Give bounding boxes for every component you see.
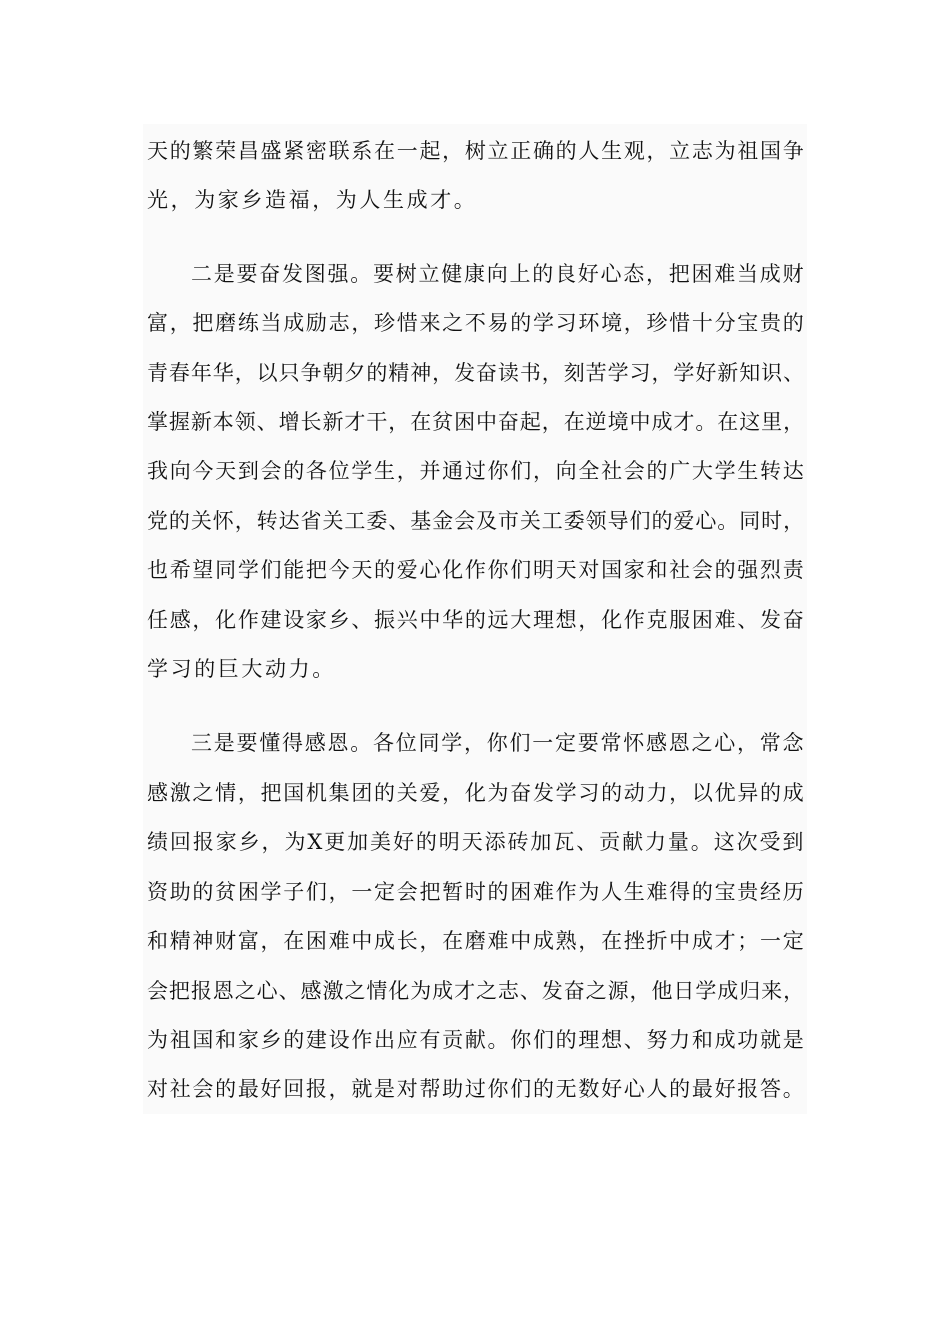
paragraph-2-line-8: 任感，化作建设家乡、振兴中华的远大理想，化作克服困难、发奋 <box>147 608 806 632</box>
paragraph-3-line-2: 感激之情，把国机集团的关爱，化为奋发学习的动力，以优异的成 <box>147 781 806 805</box>
paragraph-3-line-1: 三是要懂得感恩。各位同学，你们一定要常怀感恩之心，常念 <box>191 731 806 755</box>
paragraph-3-line-5: 和精神财富，在困难中成长，在磨难中成熟，在挫折中成才；一定 <box>147 929 806 953</box>
paragraph-2-line-2: 富，把磨练当成励志，珍惜来之不易的学习环境，珍惜十分宝贵的 <box>147 311 806 335</box>
paragraph-3-line-6: 会把报恩之心、感激之情化为成才之志、发奋之源，他日学成归来， <box>147 979 805 1003</box>
paragraph-2-line-6: 党的关怀，转达省关工委、基金会及市关工委领导们的爱心。同时， <box>147 509 805 533</box>
paragraph-2-line-1: 二是要奋发图强。要树立健康向上的良好心态，把困难当成财 <box>191 262 806 286</box>
paragraph-2-line-9: 学习的巨大动力。 <box>147 657 336 681</box>
paragraph-2-line-3: 青春年华，以只争朝夕的精神，发奋读书，刻苦学习，学好新知识、 <box>147 361 805 385</box>
paragraph-3-line-3: 绩回报家乡，为X更加美好的明天添砖加瓦、贡献力量。这次受到 <box>147 830 806 854</box>
paragraph-2-line-5: 我向今天到会的各位学生，并通过你们，向全社会的广大学生转达 <box>147 459 806 483</box>
paragraph-2-line-4: 掌握新本领、增长新才干，在贫困中奋起，在逆境中成才。在这里， <box>147 410 805 434</box>
paragraph-3-line-4: 资助的贫困学子们，一定会把暂时的困难作为人生难得的宝贵经历 <box>147 880 806 904</box>
document-body <box>143 124 807 1114</box>
paragraph-2-line-7: 也希望同学们能把今天的爱心化作你们明天对国家和社会的强烈责 <box>147 558 806 582</box>
paragraph-3-line-7: 为祖国和家乡的建设作出应有贡献。你们的理想、努力和成功就是 <box>147 1028 806 1052</box>
paragraph-1-line-1: 天的繁荣昌盛紧密联系在一起，树立正确的人生观，立志为祖国争 <box>147 139 806 163</box>
paragraph-1-line-2: 光，为家乡造福，为人生成才。 <box>147 188 478 212</box>
paragraph-3-line-8: 对社会的最好回报，就是对帮助过你们的无数好心人的最好报答。 <box>147 1077 806 1101</box>
